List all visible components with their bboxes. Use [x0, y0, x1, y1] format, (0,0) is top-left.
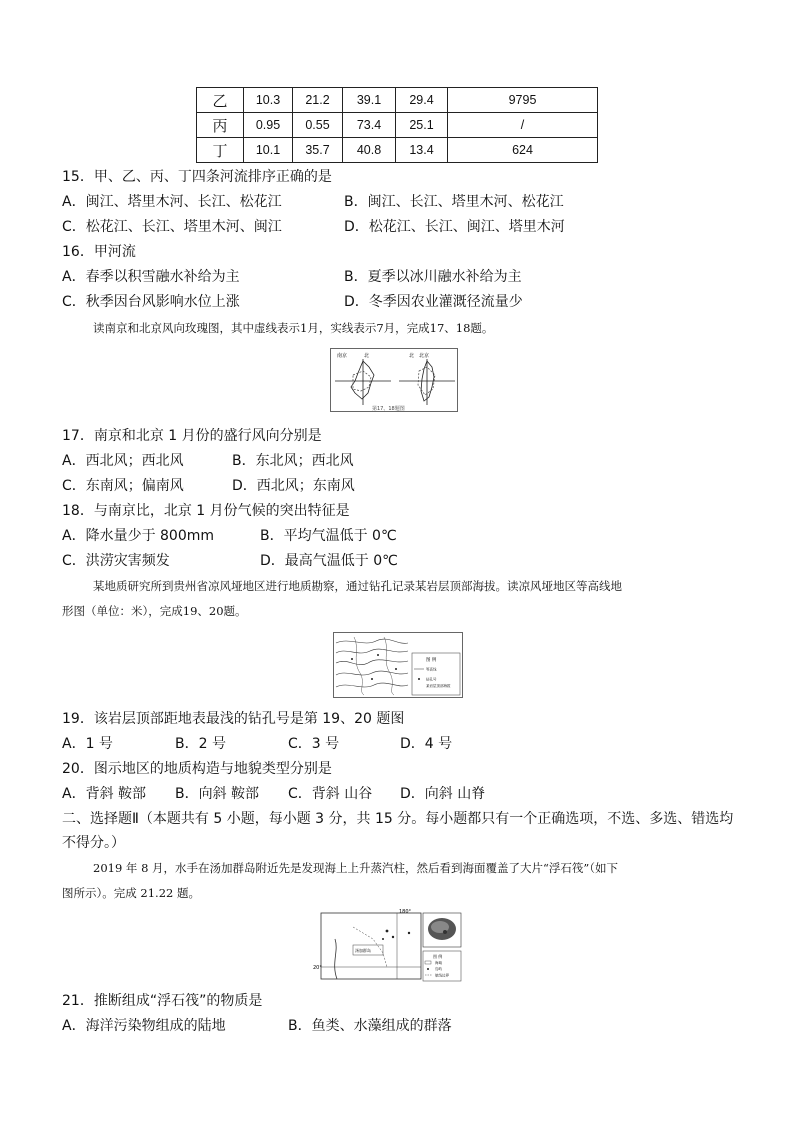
q19-stem: 19．该岩层顶部距地表最浅的钻孔号是第 19、20 题图	[62, 711, 405, 727]
q16-option-c[interactable]: C．秋季因台风影响水位上涨	[62, 294, 240, 310]
intro-17-18: 读南京和北京风向玫瑰图，其中虚线表示1月，实线表示7月，完成17、18题。	[93, 321, 494, 335]
legend-item: 等高线	[426, 667, 437, 672]
q16-stem: 16．甲河流	[62, 244, 136, 260]
north-label: 北	[364, 353, 370, 359]
q16-option-a[interactable]: A．春季以积雪融水补给为主	[62, 269, 240, 285]
q15-option-b[interactable]: B．闽江、长江、塔里木河、松花江	[344, 194, 564, 210]
borehole-marker	[377, 654, 379, 656]
borehole-marker	[371, 678, 373, 680]
table-row	[197, 138, 598, 163]
island-dot	[386, 930, 389, 933]
q15-stem: 15．甲、乙、丙、丁四条河流排序正确的是	[62, 169, 332, 185]
table-cell: 73.4	[343, 113, 396, 138]
table-cell: 0.55	[293, 113, 343, 138]
q18-option-b[interactable]: B．平均气温低于 0℃	[260, 528, 397, 544]
q15-option-a[interactable]: A．闽江、塔里木河、长江、松花江	[62, 194, 282, 210]
legend-title: 图 例	[426, 658, 437, 663]
row-label: 乙	[197, 88, 244, 113]
figure-caption: 第17、18题图	[372, 406, 405, 412]
legend-island-swatch	[427, 968, 429, 970]
legend-borehole-swatch	[418, 678, 420, 680]
table-cell: 35.7	[293, 138, 343, 163]
island-dot	[392, 936, 394, 938]
table-row	[197, 113, 598, 138]
q20-option-a[interactable]: A．背斜 鞍部	[62, 786, 147, 802]
q17-stem: 17．南京和北京 1 月份的盛行风向分别是	[62, 428, 322, 444]
section-2-heading-line1: 二、选择题Ⅱ（本题共有 5 小题，每小题 3 分，共 15 分。每小题都只有一个正确选项，不选、多选、错选均	[62, 811, 734, 827]
contour-line	[384, 637, 394, 695]
contour-line	[336, 639, 408, 643]
table-cell: /	[448, 113, 598, 138]
q19-option-a[interactable]: A．1 号	[62, 736, 113, 752]
q21-stem: 21．推断组成“浮石筏”的物质是	[62, 993, 263, 1009]
legend-item: 航线边界	[435, 973, 449, 978]
q17-option-b[interactable]: B．东北风；西北风	[232, 453, 354, 469]
row-label: 丁	[197, 138, 244, 163]
table-cell: 25.1	[396, 113, 448, 138]
q15-option-d[interactable]: D．松花江、长江、闽江、塔里木河	[344, 219, 565, 235]
north-label: 北	[409, 353, 415, 359]
table-cell: 624	[448, 138, 598, 163]
legend-item: 海域	[435, 961, 442, 965]
q21-option-b[interactable]: B．鱼类、水藻组成的群落	[288, 1018, 452, 1034]
q19-option-b[interactable]: B．2 号	[175, 736, 226, 752]
wind-rose-figure	[330, 348, 458, 412]
legend-title: 图 例	[433, 954, 443, 959]
legend-item: 钻孔号	[426, 677, 437, 682]
nanjing-july-rose	[351, 361, 374, 399]
q20-option-d[interactable]: D．向斜 山脊	[400, 786, 486, 802]
intro-21-22-line2: 图所示）。完成 21.22 题。	[62, 886, 200, 900]
legend-item: 岛屿	[435, 967, 442, 971]
island-label: 汤加群岛	[355, 948, 371, 953]
table-cell: 10.3	[244, 88, 293, 113]
table-cell: 13.4	[396, 138, 448, 163]
q16-option-d[interactable]: D．冬季因农业灌溉径流量少	[344, 294, 523, 310]
legend-item: 某岩层顶部海拔	[426, 684, 451, 688]
q21-option-a[interactable]: A．海洋污染物组成的陆地	[62, 1018, 226, 1034]
q15-option-c[interactable]: C．松花江、长江、塔里木河、闽江	[62, 219, 282, 235]
q18-stem: 18．与南京比，北京 1 月份气候的突出特征是	[62, 503, 350, 519]
table-cell: 40.8	[343, 138, 396, 163]
intro-19-20-line2: 形图（单位：米），完成19、20题。	[62, 604, 247, 618]
intro-19-20-line1: 某地质研究所到贵州省凉风垭地区进行地质勘察，通过钻孔记录某岩层顶部海拔。读凉风垭地区等高线地	[93, 579, 622, 593]
table-cell: 39.1	[343, 88, 396, 113]
q18-option-c[interactable]: C．洪涝灾害频发	[62, 553, 170, 569]
contour-line	[336, 660, 408, 665]
island-dot	[408, 932, 410, 934]
q18-option-d[interactable]: D．最高气温低于 0℃	[260, 553, 398, 569]
longitude-label: 180°	[399, 909, 412, 915]
q18-option-a[interactable]: A．降水量少于 800mm	[62, 528, 215, 544]
q17-option-a[interactable]: A．西北风；西北风	[62, 453, 184, 469]
pumice-pore	[443, 930, 447, 934]
q17-option-d[interactable]: D．西北风；东南风	[232, 478, 355, 494]
section-2-heading-line2: 不得分。）	[62, 835, 125, 851]
nanjing-label: 南京	[337, 353, 348, 359]
contour-line	[336, 683, 408, 687]
q16-option-b[interactable]: B．夏季以冰川融水补给为主	[344, 269, 522, 285]
beijing-label: 北京	[419, 353, 430, 359]
q20-option-c[interactable]: C．背斜 山谷	[288, 786, 373, 802]
row-label: 丙	[197, 113, 244, 138]
table-cell: 21.2	[293, 88, 343, 113]
island-dot	[382, 938, 384, 940]
q19-option-c[interactable]: C．3 号	[288, 736, 340, 752]
table-cell: 0.95	[244, 113, 293, 138]
tonga-map-figure	[313, 909, 465, 985]
table-cell: 9795	[448, 88, 598, 113]
table-cell: 10.1	[244, 138, 293, 163]
borehole-marker	[395, 668, 397, 670]
q20-option-b[interactable]: B．向斜 鞍部	[175, 786, 260, 802]
intro-21-22-line1: 2019 年 8 月，水手在汤加群岛附近先是发现海上上升蒸汽柱，然后看到海面覆盖了大片“浮石筏”（如下	[93, 861, 619, 875]
borehole-marker	[351, 658, 353, 660]
data-table	[196, 87, 598, 163]
latitude-label: 20°	[313, 965, 322, 971]
q19-option-d[interactable]: D．4 号	[400, 736, 453, 752]
table-row	[197, 88, 598, 113]
q17-option-c[interactable]: C．东南风；偏南风	[62, 478, 184, 494]
table-cell: 29.4	[396, 88, 448, 113]
q20-stem: 20．图示地区的地质构造与地貌类型分别是	[62, 761, 332, 777]
contour-map-figure	[333, 632, 463, 698]
contour-line	[336, 649, 408, 653]
contour-line	[336, 671, 408, 675]
